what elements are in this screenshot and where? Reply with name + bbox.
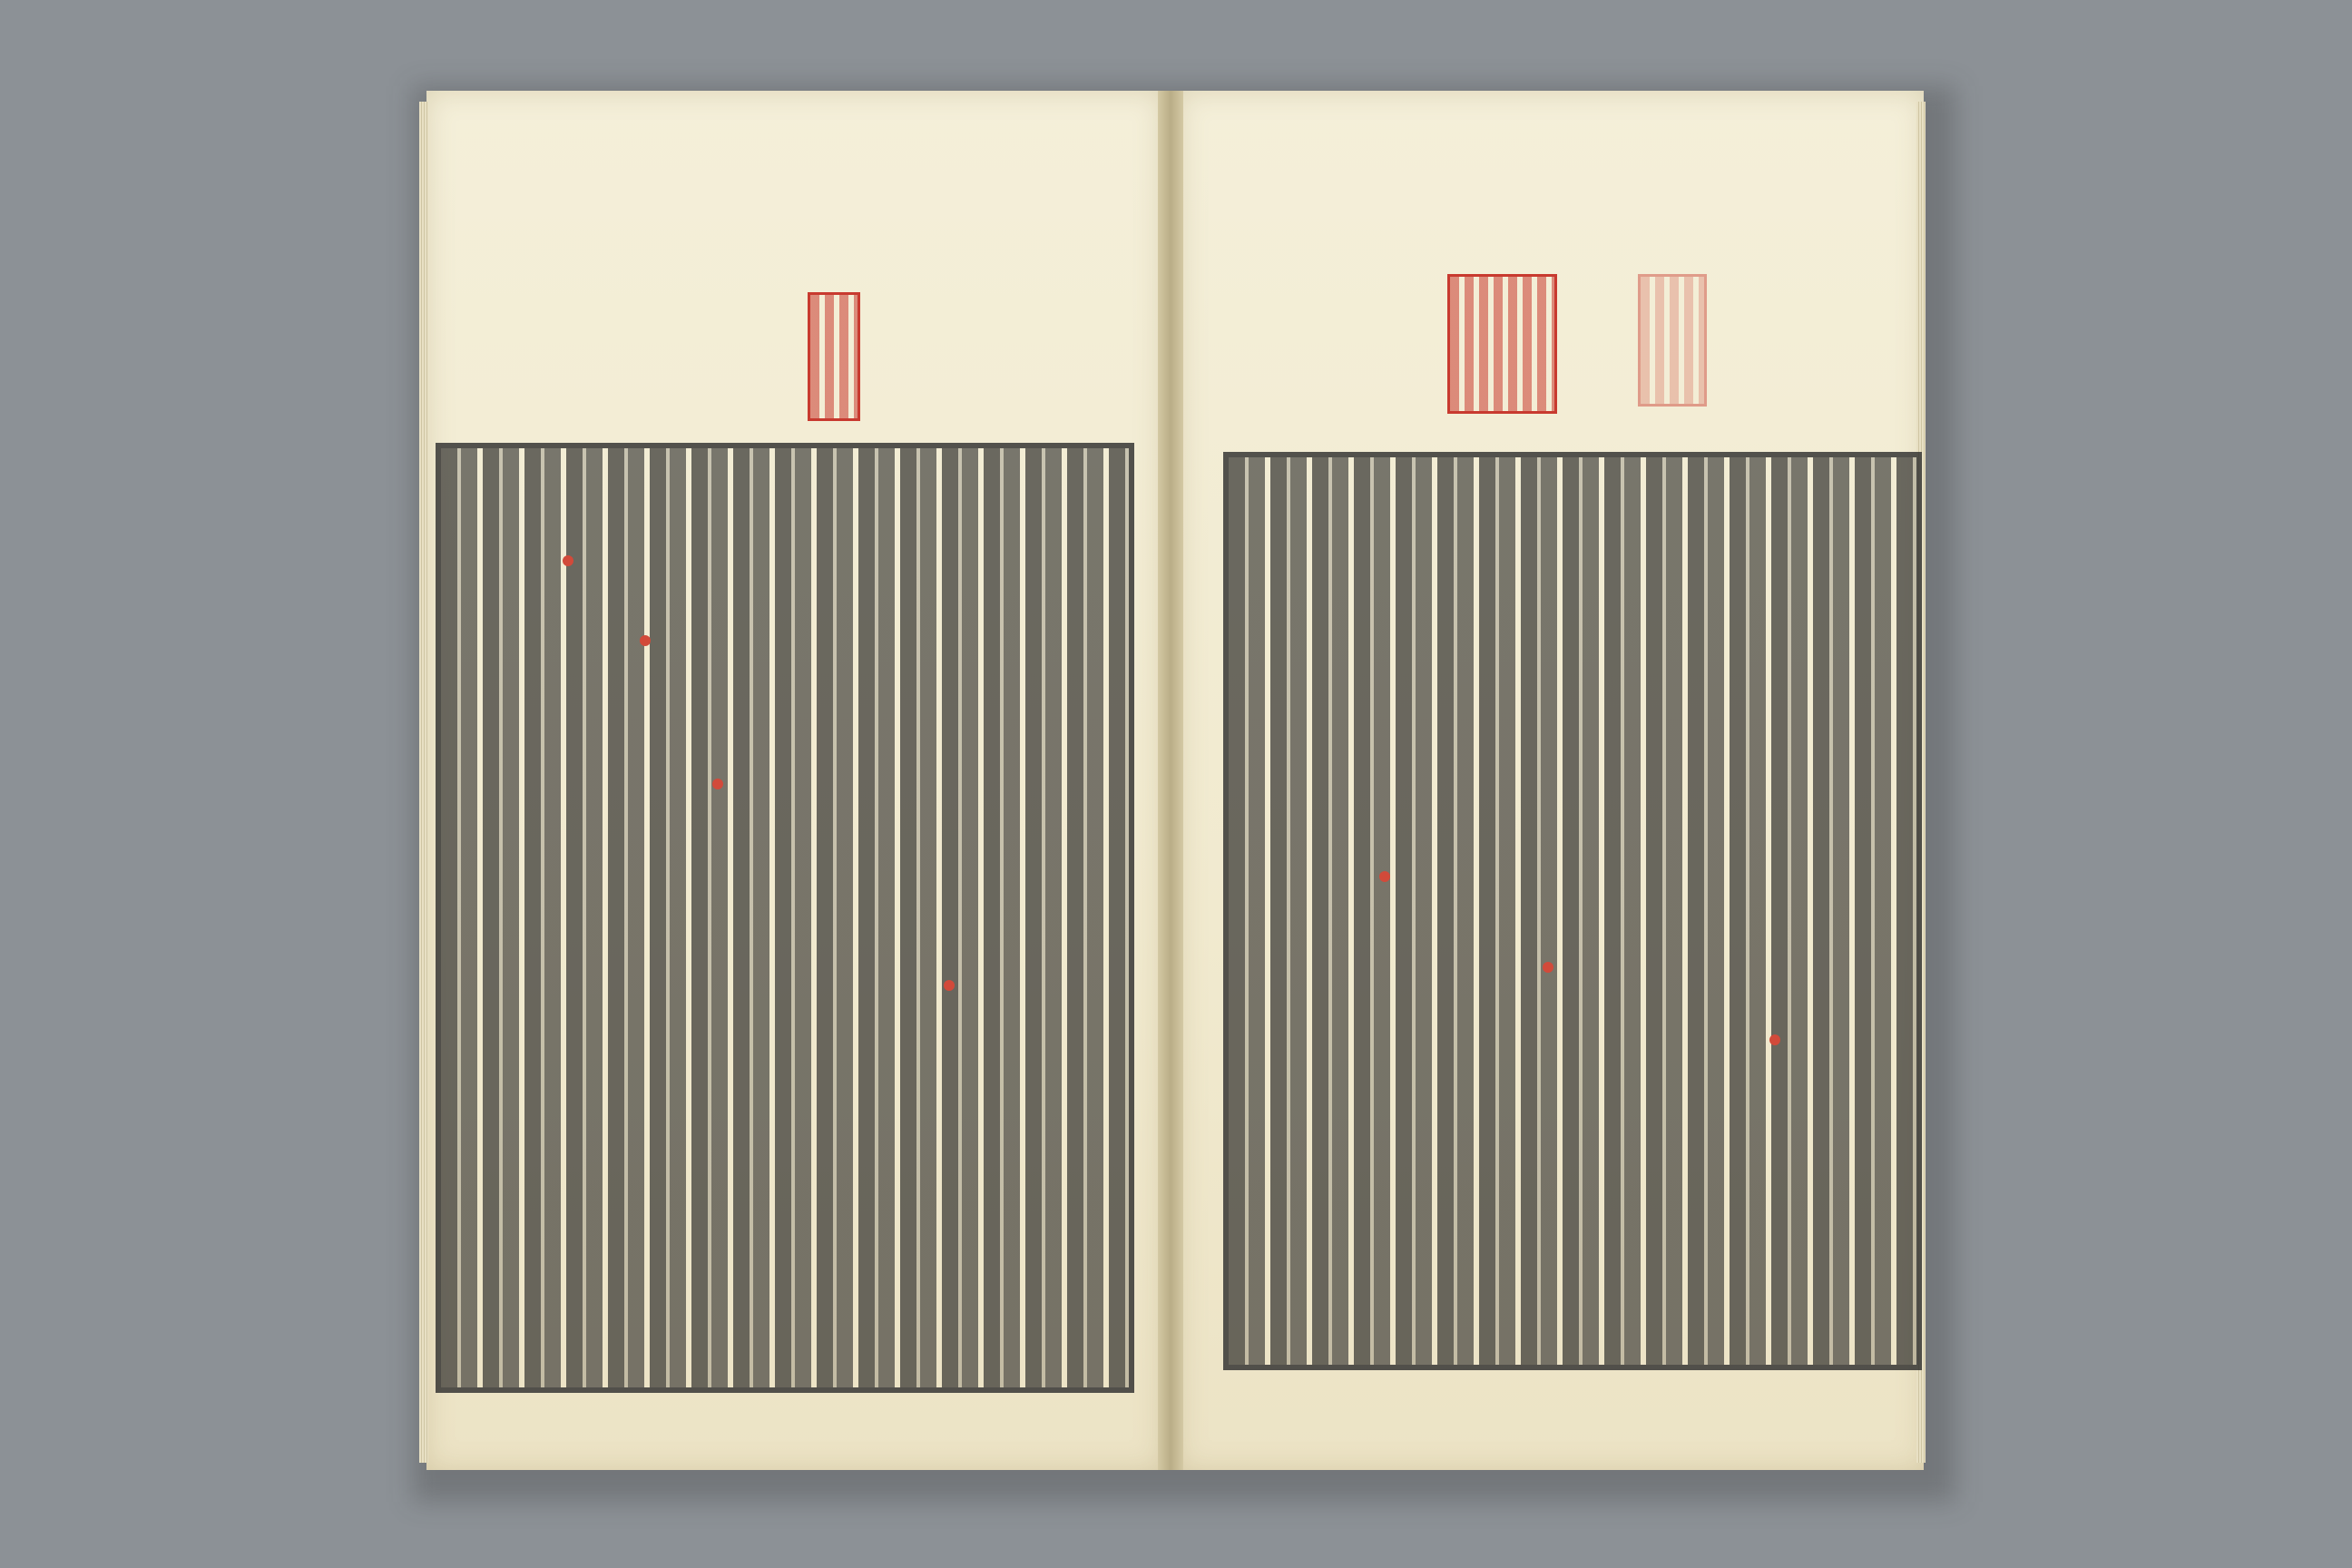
right-page-seal [1447, 274, 1557, 414]
red-punctuation-mark [1543, 962, 1553, 973]
red-punctuation-mark [1769, 1034, 1780, 1045]
red-punctuation-mark [640, 635, 651, 646]
left-page-text-block [436, 443, 1134, 1393]
red-punctuation-mark [1379, 871, 1390, 882]
right-page-faded-seal [1638, 274, 1707, 407]
red-punctuation-mark [712, 779, 723, 789]
book-gutter [1158, 91, 1183, 1470]
right-page-text-block [1223, 452, 1922, 1370]
red-punctuation-mark [563, 555, 573, 566]
left-page-seal [808, 292, 860, 421]
red-punctuation-mark [944, 980, 955, 991]
left-page-edges [419, 102, 428, 1463]
